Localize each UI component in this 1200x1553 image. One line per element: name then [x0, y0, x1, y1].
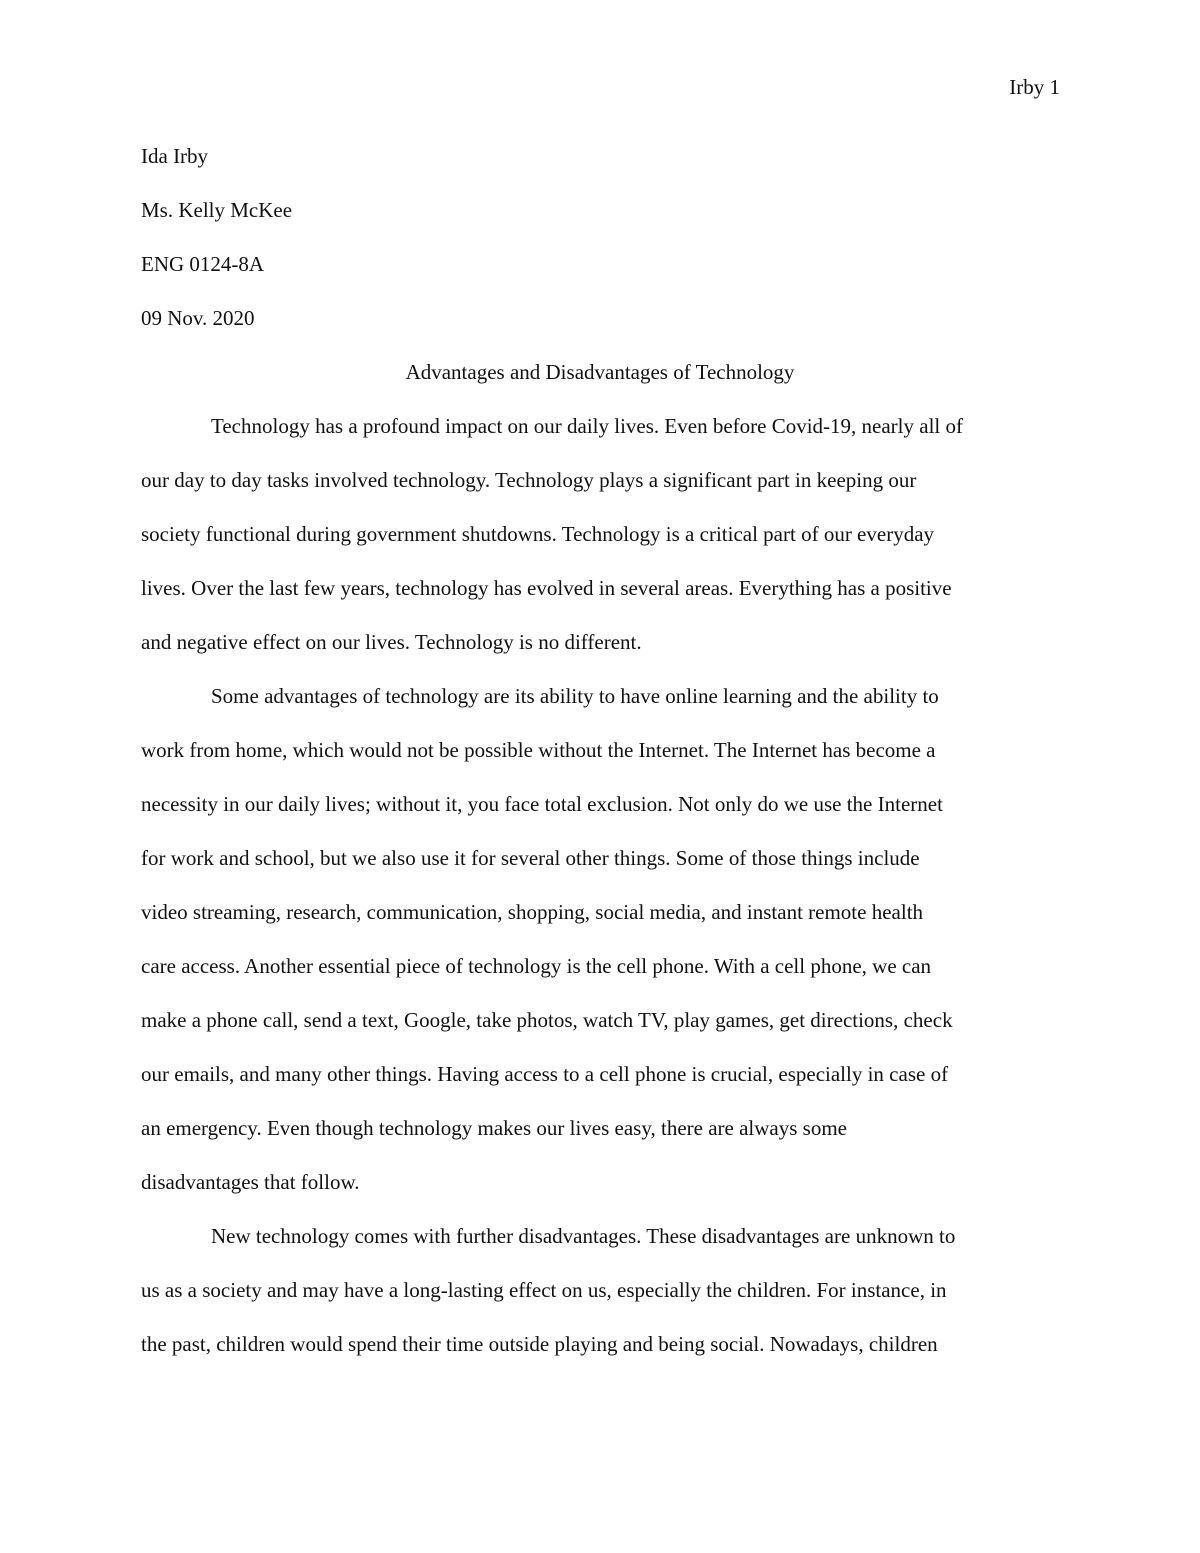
paragraph-line: and negative effect on our lives. Technology is no different. — [141, 630, 642, 654]
paragraph-line: Technology has a profound impact on our daily lives. Even before Covid-19, nearly all of — [211, 414, 963, 438]
paragraph-line: society functional during government shutdowns. Technology is a critical part of our everyday — [141, 522, 935, 546]
paragraph-line: the past, children would spend their time outside playing and being social. Nowadays, children — [141, 1332, 938, 1356]
paragraph-line: New technology comes with further disadvantages. These disadvantages are unknown to — [211, 1224, 956, 1248]
paragraph-line: Some advantages of technology are its ability to have online learning and the ability to — [211, 684, 939, 708]
paragraph-line: for work and school, but we also use it for several other things. Some of those things include — [141, 846, 920, 870]
paragraph-line: our day to day tasks involved technology. Technology plays a significant part in keeping our — [141, 468, 917, 492]
paragraph-line: work from home, which would not be possible without the Internet. The Internet has become a — [141, 738, 936, 762]
paragraph-line: an emergency. Even though technology makes our lives easy, there are always some — [141, 1116, 847, 1140]
paragraph-line: disadvantages that follow. — [141, 1170, 360, 1194]
essay-date: 09 Nov. 2020 — [141, 306, 255, 330]
paragraph-2 — [141, 669, 1059, 1209]
paragraph-line: lives. Over the last few years, technology has evolved in several areas. Everything has a positive — [141, 576, 952, 600]
paragraph-line: video streaming, research, communication, shopping, social media, and instant remote health — [141, 900, 924, 924]
student-name: Ida Irby — [141, 144, 209, 168]
page-number-header: Irby 1 — [1009, 75, 1060, 99]
instructor-name: Ms. Kelly McKee — [141, 198, 293, 222]
essay-title: Advantages and Disadvantages of Technology — [405, 360, 795, 384]
document-body — [141, 129, 1059, 1371]
paragraph-line: care access. Another essential piece of technology is the cell phone. With a cell phone, we can — [141, 954, 932, 978]
paragraph-3 — [141, 1209, 1059, 1371]
paragraph-line: our emails, and many other things. Having access to a cell phone is crucial, especially in case of — [141, 1062, 949, 1086]
paragraph-1 — [141, 399, 1059, 669]
paragraph-line: make a phone call, send a text, Google, take photos, watch TV, play games, get directions, check — [141, 1008, 953, 1032]
paragraph-line: necessity in our daily lives; without it, you face total exclusion. Not only do we use the Internet — [141, 792, 943, 816]
course-code: ENG 0124-8A — [141, 252, 265, 276]
paragraph-line: us as a society and may have a long-lasting effect on us, especially the children. For instance, in — [141, 1278, 947, 1302]
